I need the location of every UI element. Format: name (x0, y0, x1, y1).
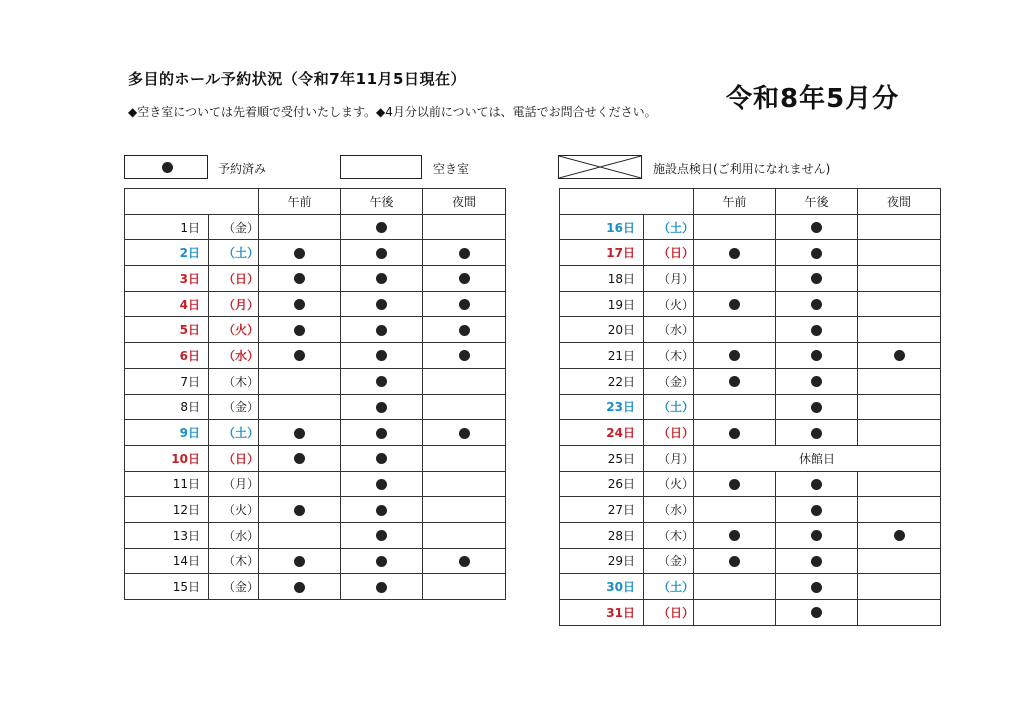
slot-night (423, 291, 506, 317)
table-row (560, 266, 941, 292)
table-row (560, 291, 941, 317)
slot-night (858, 497, 941, 523)
reserved-dot-icon (811, 222, 822, 233)
table-row (125, 574, 506, 600)
weekday-cell: （木） (209, 548, 259, 574)
slot-night (858, 471, 941, 497)
reserved-dot-icon (376, 402, 387, 413)
table-header-row (560, 189, 941, 215)
reserved-dot-icon (376, 350, 387, 361)
reserved-dot-icon (294, 428, 305, 439)
slot-night (858, 522, 941, 548)
slot-night (423, 548, 506, 574)
weekday-cell: （土） (644, 394, 694, 420)
day-cell: 19日 (560, 291, 644, 317)
table-row (125, 548, 506, 574)
slot-night (423, 471, 506, 497)
table-row (560, 548, 941, 574)
day-cell: 10日 (125, 445, 209, 471)
table-row (125, 420, 506, 446)
slot-am (694, 368, 776, 394)
slot-pm (776, 548, 858, 574)
reserved-dot-icon (811, 505, 822, 516)
slot-am (259, 214, 341, 240)
reserved-dot-icon (811, 325, 822, 336)
slot-pm (776, 497, 858, 523)
reserved-dot-icon (729, 299, 740, 310)
table-row (560, 240, 941, 266)
slot-night (858, 214, 941, 240)
day-cell: 2日 (125, 240, 209, 266)
weekday-cell: （火） (209, 317, 259, 343)
reserved-dot-icon (459, 556, 470, 567)
schedule-table-left (124, 188, 506, 600)
day-cell: 14日 (125, 548, 209, 574)
table-row (125, 445, 506, 471)
reserved-dot-icon (811, 299, 822, 310)
reserved-dot-icon (459, 299, 470, 310)
slot-pm (341, 343, 423, 369)
col-pm: 午後 (776, 189, 858, 215)
slot-night (423, 317, 506, 343)
reserved-dot-icon (811, 402, 822, 413)
slot-night (858, 343, 941, 369)
day-cell: 4日 (125, 291, 209, 317)
day-cell: 27日 (560, 497, 644, 523)
reserved-dot-icon (459, 248, 470, 259)
closed-day-cell: 休館日 (694, 445, 941, 471)
col-am: 午前 (259, 189, 341, 215)
slot-am (694, 574, 776, 600)
slot-pm (776, 420, 858, 446)
table-row (125, 240, 506, 266)
slot-pm (776, 600, 858, 626)
weekday-cell: （金） (644, 368, 694, 394)
slot-am (259, 548, 341, 574)
reserved-dot-icon (729, 428, 740, 439)
slot-pm (341, 394, 423, 420)
weekday-cell: （土） (644, 574, 694, 600)
day-cell: 26日 (560, 471, 644, 497)
slot-am (259, 291, 341, 317)
reserved-dot-icon (294, 299, 305, 310)
table-row (560, 394, 941, 420)
slot-pm (341, 214, 423, 240)
reserved-dot-icon (294, 582, 305, 593)
page-title: 多目的ホール予約状況（令和7年11月5日現在） (128, 70, 466, 88)
slot-night (858, 600, 941, 626)
day-cell: 8日 (125, 394, 209, 420)
reserved-dot-icon (294, 248, 305, 259)
reserved-dot-icon (459, 325, 470, 336)
weekday-cell: （火） (209, 497, 259, 523)
slot-am (694, 600, 776, 626)
day-cell: 29日 (560, 548, 644, 574)
table-header-row (125, 189, 506, 215)
reserved-dot-icon (729, 248, 740, 259)
table-row (125, 317, 506, 343)
weekday-cell: （火） (644, 471, 694, 497)
schedule-table-right (559, 188, 941, 626)
reserved-dot-icon (376, 273, 387, 284)
slot-night (423, 420, 506, 446)
slot-pm (341, 368, 423, 394)
day-cell: 30日 (560, 574, 644, 600)
day-cell: 22日 (560, 368, 644, 394)
slot-night (858, 266, 941, 292)
table-row (560, 522, 941, 548)
table-row (125, 291, 506, 317)
slot-pm (341, 266, 423, 292)
weekday-cell: （木） (209, 368, 259, 394)
slot-am (259, 471, 341, 497)
reserved-dot-icon (811, 479, 822, 490)
reserved-dot-icon (376, 556, 387, 567)
col-pm: 午後 (341, 189, 423, 215)
slot-am (694, 394, 776, 420)
day-cell: 12日 (125, 497, 209, 523)
slot-night (858, 420, 941, 446)
reserved-dot-icon (294, 556, 305, 567)
slot-am (259, 445, 341, 471)
reserved-dot-icon (811, 582, 822, 593)
reserved-dot-icon (376, 248, 387, 259)
slot-am (259, 343, 341, 369)
slot-pm (776, 214, 858, 240)
month-heading: 令和8年5月分 (726, 84, 900, 114)
day-cell: 6日 (125, 343, 209, 369)
slot-am (694, 240, 776, 266)
slot-pm (341, 240, 423, 266)
reserved-dot-icon (376, 325, 387, 336)
slot-pm (776, 343, 858, 369)
weekday-cell: （水） (209, 343, 259, 369)
legend-inspection-box (558, 155, 642, 179)
weekday-cell: （水） (644, 317, 694, 343)
slot-pm (776, 394, 858, 420)
slot-pm (341, 291, 423, 317)
reserved-dot-icon (729, 530, 740, 541)
slot-night (858, 394, 941, 420)
reserved-dot-icon (294, 505, 305, 516)
weekday-cell: （水） (644, 497, 694, 523)
day-cell: 23日 (560, 394, 644, 420)
reserved-dot-icon (294, 453, 305, 464)
slot-pm (776, 266, 858, 292)
reserved-dot-icon (811, 556, 822, 567)
table-row (560, 497, 941, 523)
reserved-dot-icon (811, 350, 822, 361)
slot-night (858, 317, 941, 343)
reserved-dot-icon (376, 428, 387, 439)
slot-am (694, 522, 776, 548)
reserved-dot-icon (729, 376, 740, 387)
reserved-dot-icon (811, 530, 822, 541)
slot-am (259, 420, 341, 446)
weekday-cell: （火） (644, 291, 694, 317)
table-row (125, 522, 506, 548)
reserved-dot-icon (811, 607, 822, 618)
legend-reserved-box (124, 155, 208, 179)
weekday-cell: （月） (644, 445, 694, 471)
slot-pm (341, 317, 423, 343)
weekday-cell: （日） (644, 600, 694, 626)
reserved-dot-icon (376, 222, 387, 233)
weekday-cell: （日） (644, 240, 694, 266)
reserved-dot-icon (376, 299, 387, 310)
day-cell: 25日 (560, 445, 644, 471)
weekday-cell: （月） (209, 471, 259, 497)
notice-text: ◆空き室については先着順で受付いたします。◆4月分以前については、電話でお問合せください。 (128, 105, 657, 119)
reserved-dot-icon (459, 273, 470, 284)
slot-pm (341, 445, 423, 471)
weekday-cell: （土） (209, 420, 259, 446)
slot-night (423, 522, 506, 548)
reserved-dot-icon (376, 479, 387, 490)
weekday-cell: （金） (644, 548, 694, 574)
table-row (125, 368, 506, 394)
slot-night (858, 548, 941, 574)
cross-icon (559, 156, 641, 178)
slot-am (694, 266, 776, 292)
reserved-dot-icon (376, 582, 387, 593)
slot-pm (341, 548, 423, 574)
day-cell: 15日 (125, 574, 209, 600)
day-cell: 1日 (125, 214, 209, 240)
slot-am (694, 471, 776, 497)
day-cell: 3日 (125, 266, 209, 292)
table-row (125, 343, 506, 369)
weekday-cell: （木） (644, 343, 694, 369)
weekday-cell: （日） (209, 266, 259, 292)
slot-am (259, 317, 341, 343)
slot-am (694, 497, 776, 523)
slot-am (694, 548, 776, 574)
day-cell: 17日 (560, 240, 644, 266)
table-row (125, 471, 506, 497)
table-row (125, 214, 506, 240)
reserved-dot-icon (162, 162, 173, 173)
slot-pm (776, 240, 858, 266)
day-cell: 18日 (560, 266, 644, 292)
reserved-dot-icon (811, 248, 822, 259)
reserved-dot-icon (729, 556, 740, 567)
legend-inspection-label: 施設点検日(ご利用になれません) (653, 162, 831, 176)
day-cell: 16日 (560, 214, 644, 240)
slot-night (423, 343, 506, 369)
slot-am (694, 343, 776, 369)
day-cell: 21日 (560, 343, 644, 369)
reserved-dot-icon (294, 325, 305, 336)
weekday-cell: （月） (209, 291, 259, 317)
day-cell: 9日 (125, 420, 209, 446)
day-cell: 5日 (125, 317, 209, 343)
weekday-cell: （金） (209, 574, 259, 600)
table-row (125, 497, 506, 523)
slot-pm (341, 574, 423, 600)
slot-am (259, 240, 341, 266)
weekday-cell: （土） (209, 240, 259, 266)
reserved-dot-icon (376, 505, 387, 516)
day-cell: 11日 (125, 471, 209, 497)
slot-night (423, 394, 506, 420)
day-cell: 28日 (560, 522, 644, 548)
slot-pm (776, 522, 858, 548)
weekday-cell: （土） (644, 214, 694, 240)
slot-night (423, 266, 506, 292)
table-row (560, 574, 941, 600)
reserved-dot-icon (729, 479, 740, 490)
day-cell: 20日 (560, 317, 644, 343)
reserved-dot-icon (729, 350, 740, 361)
slot-am (259, 368, 341, 394)
slot-pm (341, 471, 423, 497)
slot-am (694, 214, 776, 240)
legend-vacant-label: 空き室 (433, 162, 470, 176)
reserved-dot-icon (376, 453, 387, 464)
table-row (125, 266, 506, 292)
slot-night (423, 574, 506, 600)
col-night: 夜間 (858, 189, 941, 215)
day-cell: 24日 (560, 420, 644, 446)
weekday-cell: （日） (644, 420, 694, 446)
slot-night (423, 445, 506, 471)
slot-pm (776, 368, 858, 394)
weekday-cell: （金） (209, 214, 259, 240)
reserved-dot-icon (894, 350, 905, 361)
col-am: 午前 (694, 189, 776, 215)
slot-am (259, 394, 341, 420)
slot-am (259, 522, 341, 548)
reserved-dot-icon (376, 530, 387, 541)
table-row (560, 368, 941, 394)
slot-night (858, 368, 941, 394)
legend-reserved-label: 予約済み (218, 162, 267, 176)
reserved-dot-icon (294, 350, 305, 361)
table-row (560, 420, 941, 446)
table-row (560, 445, 941, 471)
reserved-dot-icon (811, 376, 822, 387)
reserved-dot-icon (459, 350, 470, 361)
slot-am (694, 420, 776, 446)
weekday-cell: （木） (644, 522, 694, 548)
slot-pm (776, 574, 858, 600)
reserved-dot-icon (811, 428, 822, 439)
slot-night (423, 368, 506, 394)
slot-night (423, 214, 506, 240)
slot-night (423, 240, 506, 266)
table-row (560, 600, 941, 626)
col-night: 夜間 (423, 189, 506, 215)
weekday-cell: （月） (644, 266, 694, 292)
slot-pm (341, 522, 423, 548)
legend-vacant-box (340, 155, 422, 179)
slot-am (259, 574, 341, 600)
table-row (560, 343, 941, 369)
slot-night (423, 497, 506, 523)
slot-pm (776, 317, 858, 343)
day-cell: 13日 (125, 522, 209, 548)
slot-pm (341, 497, 423, 523)
weekday-cell: （金） (209, 394, 259, 420)
slot-night (858, 291, 941, 317)
reserved-dot-icon (376, 376, 387, 387)
table-row (560, 214, 941, 240)
slot-night (858, 240, 941, 266)
slot-pm (776, 291, 858, 317)
reserved-dot-icon (811, 273, 822, 284)
slot-am (694, 291, 776, 317)
slot-am (259, 497, 341, 523)
table-row (125, 394, 506, 420)
slot-night (858, 574, 941, 600)
reserved-dot-icon (294, 273, 305, 284)
reserved-dot-icon (459, 428, 470, 439)
slot-am (259, 266, 341, 292)
slot-pm (341, 420, 423, 446)
reserved-dot-icon (894, 530, 905, 541)
weekday-cell: （水） (209, 522, 259, 548)
table-row (560, 471, 941, 497)
day-cell: 7日 (125, 368, 209, 394)
slot-pm (776, 471, 858, 497)
day-cell: 31日 (560, 600, 644, 626)
table-row (560, 317, 941, 343)
slot-am (694, 317, 776, 343)
weekday-cell: （日） (209, 445, 259, 471)
